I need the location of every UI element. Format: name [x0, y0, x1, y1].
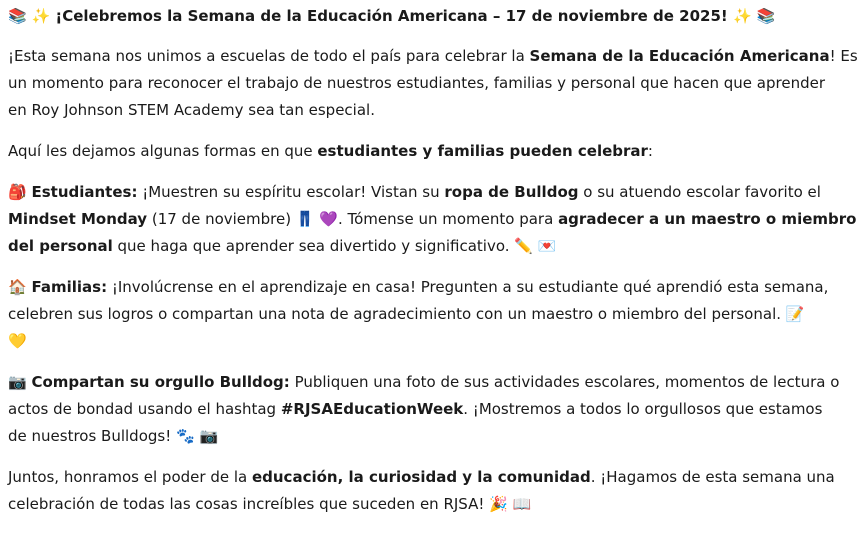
sparkles-books-icon: ✨ 📚 — [733, 7, 776, 25]
paws-camera-icon: 🐾 📷 — [176, 427, 219, 445]
intro-highlight: Semana de la Educación Americana — [529, 47, 830, 65]
intro-text: ! Es — [829, 47, 858, 65]
students-line-1 — [8, 179, 821, 206]
families-line-3 — [8, 328, 775, 355]
post-title — [8, 3, 775, 30]
intro-line-1 — [8, 43, 858, 70]
ways-text: Aquí les dejamos algunas formas en que — [8, 142, 318, 160]
share-text: de nuestros Bulldogs! — [8, 427, 177, 445]
students-label: Estudiantes: — [31, 183, 138, 201]
students-text: que haga que aprender sea divertido y significativo. — [112, 237, 515, 255]
closing-paragraph — [8, 464, 835, 518]
students-text: o su atuendo escolar favorito el — [578, 183, 821, 201]
pencil-letter-icon: ✏️ 💌 — [514, 237, 557, 255]
students-line-2 — [8, 206, 857, 233]
families-line-1 — [8, 274, 829, 301]
students-highlight: del personal — [8, 237, 113, 255]
share-line-2 — [8, 396, 823, 423]
students-paragraph — [8, 179, 857, 260]
families-label: Familias: — [31, 278, 108, 296]
share-paragraph — [8, 369, 840, 450]
intro-paragraph — [8, 43, 858, 124]
students-highlight: ropa de Bulldog — [444, 183, 579, 201]
share-text: Publiquen una foto de sus actividades escolares, momentos de lectura o — [289, 373, 840, 391]
closing-line-2 — [8, 491, 775, 518]
jeans-heart-icon: 👖 💜 — [295, 210, 338, 228]
ways-highlight: estudiantes y familias pueden celebrar — [317, 142, 648, 160]
closing-text: . ¡Hagamos de esta semana una — [590, 468, 835, 486]
share-label: Compartan su orgullo Bulldog: — [31, 373, 290, 391]
backpack-icon: 🎒 — [8, 183, 27, 201]
house-icon: 🏠 — [8, 278, 27, 296]
intro-line-2: un momento para reconocer el trabajo de nuestros estudiantes, familias y personal que hacen que aprender — [8, 74, 825, 92]
families-paragraph — [8, 274, 829, 355]
students-line-3 — [8, 233, 775, 260]
closing-highlight: educación, la curiosidad y la comunidad — [251, 468, 591, 486]
students-highlight: Mindset Monday — [8, 210, 148, 228]
ways-text: : — [647, 142, 653, 160]
students-text: (17 de noviembre) — [147, 210, 296, 228]
share-line-1 — [8, 369, 840, 396]
intro-text: ¡Esta semana nos unimos a escuelas de todo el país para celebrar la — [8, 47, 530, 65]
ways-paragraph — [8, 138, 775, 165]
ways-line — [8, 138, 775, 165]
students-text: ¡Muestren su espíritu escolar! Vistan su — [137, 183, 445, 201]
closing-text: Juntos, honramos el poder de la — [8, 468, 252, 486]
families-line-2 — [8, 301, 805, 328]
students-text: . Tómense un momento para — [337, 210, 559, 228]
share-text: . ¡Mostremos a todos lo orgullosos que estamos — [463, 400, 823, 418]
students-highlight: agradecer a un maestro o miembro — [558, 210, 857, 228]
books-sparkles-icon: 📚 ✨ — [8, 7, 51, 25]
yellow-heart-icon: 💛 — [8, 332, 27, 350]
party-book-icon: 🎉 📖 — [489, 495, 532, 513]
families-text: ¡Involúcrense en el aprendizaje en casa! Pregunten a su estudiante qué aprendió esta semana, — [107, 278, 829, 296]
post-title-text: ¡Celebremos la Semana de la Educación Americana – 17 de noviembre de 2025! — [55, 7, 728, 25]
hashtag: #RJSAEducationWeek — [280, 400, 464, 418]
closing-line-1 — [8, 464, 835, 491]
intro-line-3: en Roy Johnson STEM Academy sea tan especial. — [8, 101, 375, 119]
closing-text: celebración de todas las cosas increíbles que suceden en RJSA! — [8, 495, 490, 513]
share-text: actos de bondad usando el hashtag — [8, 400, 281, 418]
camera-icon: 📷 — [8, 373, 27, 391]
families-text: celebren sus logros o compartan una nota de agradecimiento con un maestro o miembro del personal. — [8, 305, 786, 323]
memo-icon: 📝 — [785, 305, 805, 323]
share-line-3 — [8, 423, 775, 450]
